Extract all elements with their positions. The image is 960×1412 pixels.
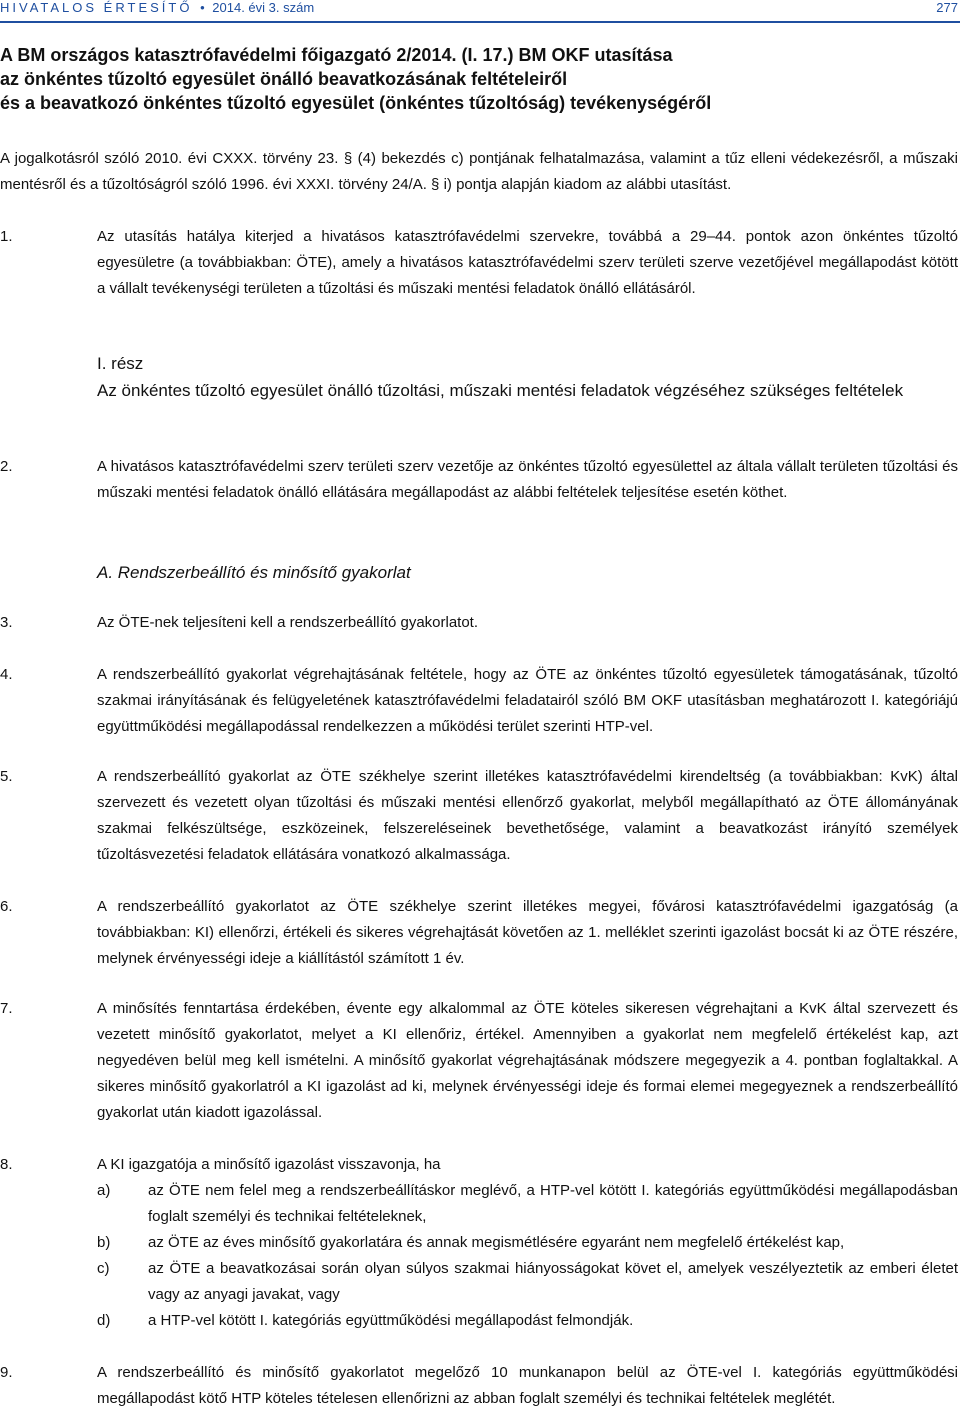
list-item-d: a HTP-vel kötött I. kategóriás együttműködési megállapodást felmondják. <box>148 1312 634 1329</box>
title-line-1: A BM országos katasztrófavédelmi főigazgató 2/2014. (I. 17.) BM OKF utasítása <box>0 45 673 65</box>
paragraph-number-6: 6. <box>0 898 13 915</box>
publication-name: HIVATALOS ÉRTESÍTŐ <box>0 0 193 15</box>
header-rule <box>0 21 960 23</box>
paragraph-4: A rendszerbeállító gyakorlat végrehajtásának feltétele, hogy az ÖTE az önkéntes tűzoltó egyesületek támogatásának, tűzoltó szakmai irányításának és felügyeletének katasztrófavédelmi feladatairól szóló BM OKF utasításban meghatározott I. kategóriájú együttműködési megállapodással rendelkezzen a működési terület szerinti HTP-vel. <box>97 666 958 735</box>
list-item-a: az ÖTE nem felel meg a rendszerbeállításkor meglévő, a HTP-vel kötött I. kategóriás együttműködési megállapodásban foglalt személyi és technikai feltételeknek, <box>148 1182 958 1225</box>
paragraph-number-8: 8. <box>0 1156 13 1173</box>
paragraph-5: A rendszerbeállító gyakorlat az ÖTE székhelye szerint illetékes katasztrófavédelmi kirendeltség (a továbbiakban: KvK) által szervezett és vezetett olyan tűzoltási és műszaki mentési ellenőrző gyakorlat, melyből megállapítható az ÖTE állományának szakmai felkészültsége, eszközeinek, felszereléseinek bevethetősége, valamint a beavatkozást irányító személyek tűzoltásvezetési feladatok ellátására vonatkozó alkalmassága. <box>97 768 958 863</box>
paragraph-number-5: 5. <box>0 768 13 785</box>
header-left <box>0 0 314 16</box>
paragraph-1: Az utasítás hatálya kiterjed a hivatásos katasztrófavédelmi szervekre, továbbá a 29–44. pontok azon önkéntes tűzoltó egyesületre (a továbbiakban: ÖTE), amely a hivatásos katasztrófavédelmi szerv területi szerve vezetőjével megállapodást kötött a vállalt tevékenységi területen a tűzoltási és műszaki mentési feladatok önálló ellátásáról. <box>97 228 958 297</box>
paragraph-9: A rendszerbeállító és minősítő gyakorlatot megelőző 10 munkanapon belül az ÖTE-vel I. kategóriás együttműködési megállapodást kötő HTP köteles tételesen ellenőrizni az abban foglalt személyi és technikai feltételek meglétét. <box>97 1364 958 1407</box>
paragraph-8: A KI igazgatója a minősítő igazolást visszavonja, ha <box>97 1156 441 1173</box>
header-separator: • <box>200 0 205 15</box>
part-label: I. rész <box>97 354 144 373</box>
paragraph-number-2: 2. <box>0 458 13 475</box>
paragraph-7: A minősítés fenntartása érdekében, évente egy alkalommal az ÖTE köteles sikeresen végrehajtani a KvK által szervezett és vezetett minősítő gyakorlatot, melyet a KI ellenőriz, értékel. Amennyiben a gyakorlat nem megfelelő értékelést kap, azt negyedéven belül meg kell ismételni. A minősítő gyakorlat végrehajtásának módszere megegyezik a 4. pontban foglaltakkal. A sikeres minősítő gyakorlatról a KI igazolást ad ki, melynek érvényességi ideje és formai elemei megegyeznek a rendszerbeállító gyakorlat után kiadott igazolással. <box>97 1000 958 1121</box>
issue-label: 2014. évi 3. szám <box>212 0 315 15</box>
paragraph-2: A hivatásos katasztrófavédelmi szerv területi szerv vezetője az önkéntes tűzoltó egyesülettel az általa vállalt területen tűzoltási és műszaki mentési feladatok önálló ellátására megállapodást az alábbi feltételek teljesítése esetén köthet. <box>97 458 958 501</box>
document-title <box>0 43 960 115</box>
paragraph-6: A rendszerbeállító gyakorlatot az ÖTE székhelye szerint illetékes megyei, fővárosi katasztrófavédelmi igazgatóság (a továbbiakban: KI) ellenőrzi, értékeli és sikeres végrehajtását követően az 1. melléklet szerinti igazolást bocsát ki az ÖTE részére, melynek érvényességi ideje a kiállítástól számított 1 év. <box>97 898 958 967</box>
list-item-b: az ÖTE az éves minősítő gyakorlatára és annak megismétlésére egyaránt nem megfelelő értékelést kap, <box>148 1234 845 1251</box>
page-number: 277 <box>936 0 958 15</box>
part-title: Az önkéntes tűzoltó egyesület önálló tűzoltási, műszaki mentési feladatok végzéséhez szükséges feltételek <box>97 381 904 400</box>
list-item-letter-a: a) <box>97 1182 111 1199</box>
paragraph-number-9: 9. <box>0 1364 13 1381</box>
preamble: A jogalkotásról szóló 2010. évi CXXX. törvény 23. § (4) bekezdés c) pontjának felhatalmazása, valamint a tűz elleni védekezésről, a műszaki mentésről és a tűzoltóságról szóló 1996. évi XXXI. törvény 24/A. § i) pontja alapján kiadom az alábbi utasítást. <box>0 150 958 193</box>
title-line-2: az önkéntes tűzoltó egyesület önálló beavatkozásának feltételeiről <box>0 69 568 89</box>
list-item-letter-d: d) <box>97 1312 111 1329</box>
list-item-letter-c: c) <box>97 1260 110 1277</box>
list-item-c: az ÖTE a beavatkozásai során olyan súlyos szakmai hiányosságokat követ el, amelyek veszélyeztetik az emberi életet vagy az anyagi javakat, vagy <box>148 1260 958 1303</box>
section-heading-a: A. Rendszerbeállító és minősítő gyakorlat <box>97 563 411 582</box>
page-header <box>0 0 960 22</box>
title-line-3: és a beavatkozó önkéntes tűzoltó egyesület (önkéntes tűzoltóság) tevékenységéről <box>0 93 712 113</box>
paragraph-number-3: 3. <box>0 614 13 631</box>
paragraph-3: Az ÖTE-nek teljesíteni kell a rendszerbeállító gyakorlatot. <box>97 614 479 631</box>
paragraph-number-7: 7. <box>0 1000 13 1017</box>
paragraph-number-4: 4. <box>0 666 13 683</box>
list-item-letter-b: b) <box>97 1234 111 1251</box>
paragraph-number-1: 1. <box>0 228 13 245</box>
